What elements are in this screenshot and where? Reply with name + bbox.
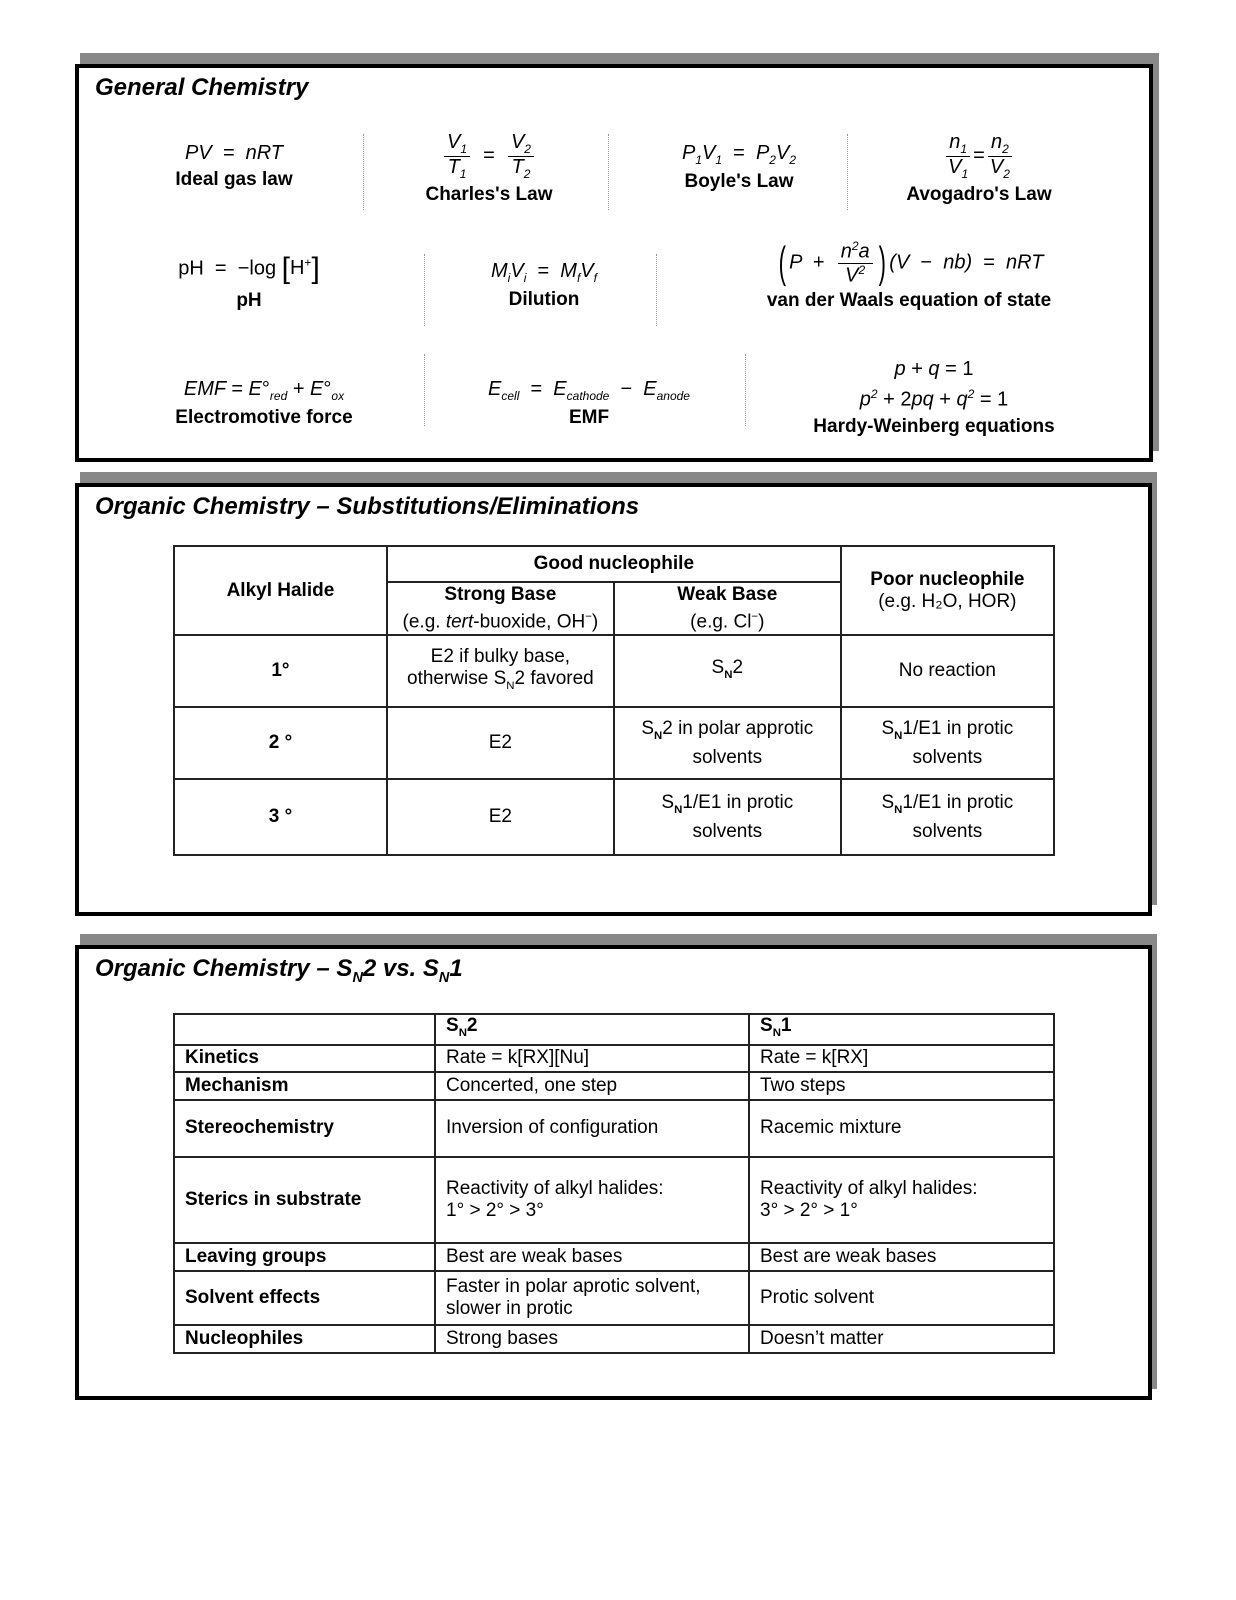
cell-weak: $S_N1/E1$ in protic solvents <box>614 779 841 855</box>
formula-avogadro <box>889 132 1069 206</box>
substitution-table <box>173 545 1055 856</box>
formula-text: $P_1V_1 = P_2V_2$ <box>681 142 797 167</box>
table-row <box>174 1243 1054 1271</box>
text: (e.g. Cl <box>690 611 752 633</box>
header-strong-base <box>387 582 614 635</box>
formula-van-der-waals <box>749 240 1069 312</box>
text: Reactivity of alkyl halides: <box>446 1177 664 1199</box>
section-title: General Chemistry <box>95 74 309 101</box>
formula-label: Ideal gas law <box>175 169 293 190</box>
formula-label: Boyle's Law <box>684 171 794 192</box>
text: -buoxide, OH <box>473 611 586 633</box>
header-good-nucleophile: Good nucleophile <box>387 546 841 582</box>
header-weak-label: Weak Base <box>677 584 778 605</box>
text: 2 favored <box>514 667 594 689</box>
table-row <box>174 1157 1054 1243</box>
text: 2 <box>732 656 744 678</box>
formula-boyle <box>664 142 814 193</box>
text: 2 in polar approtic <box>662 717 814 739</box>
text: 1° > 2° > 3° <box>446 1199 544 1221</box>
divider <box>424 354 425 426</box>
header-strong-label: Strong Base <box>444 584 557 605</box>
header-alkyl-halide: Alkyl Halide <box>174 546 387 635</box>
divider <box>608 134 609 210</box>
formula-charles <box>414 132 564 206</box>
row-label: Solvent effects <box>174 1271 435 1325</box>
cell-sn2 <box>435 1271 749 1325</box>
formula-text: $\frac{V_1}{T_1}$ = $\frac{V_2}{T_2}$ <box>414 132 564 180</box>
formula-text: pH = −log [H+] <box>178 252 320 285</box>
section-title: Organic Chemistry – Substitutions/Eliminations <box>95 493 640 520</box>
table-row <box>174 1271 1054 1325</box>
text: (e.g. <box>402 611 446 633</box>
text: Reactivity of alkyl halides: <box>760 1177 978 1199</box>
formula-dilution <box>464 260 624 311</box>
text: Organic Chemistry – S <box>95 955 353 982</box>
cell-poor: $S_N1/E1$ in protic solvents <box>841 779 1054 855</box>
row-label: Sterics in substrate <box>174 1157 435 1243</box>
header-strong-example: (e.g. tert-buoxide, OH−) <box>402 611 599 633</box>
cell-sn2: Inversion of configuration <box>435 1100 749 1157</box>
cell-weak: $S_N2$ in polar approtic solvents <box>614 707 841 779</box>
cell-sn2: Concerted, one step <box>435 1072 749 1100</box>
row-label: Kinetics <box>174 1045 435 1072</box>
text: solvents <box>912 746 983 768</box>
formula-ph <box>164 252 334 312</box>
formula-label: van der Waals equation of state <box>766 290 1052 312</box>
formula-text: EMF = $E^\circ_{red} + E^\circ_{ox}$ <box>183 378 345 403</box>
row-label: Mechanism <box>174 1072 435 1100</box>
cell-weak: $S_N2$ <box>614 635 841 707</box>
formula-label: pH <box>236 290 262 311</box>
row-halide: 1° <box>174 635 387 707</box>
cell-sn1 <box>749 1157 1054 1243</box>
cell-sn1: Racemic mixture <box>749 1100 1054 1157</box>
formula-emf-sum <box>169 378 359 429</box>
text: otherwise S <box>407 667 507 689</box>
cell-sn1: Rate = k[RX] <box>749 1045 1054 1072</box>
cell-strong <box>387 635 614 707</box>
row-halide: 3 ° <box>174 779 387 855</box>
table-row <box>174 1325 1054 1353</box>
formula-label: Dilution <box>508 289 580 310</box>
header-sn2: $S_N2$ <box>435 1014 749 1045</box>
formula-text: PV = nRT <box>184 142 283 164</box>
table-row <box>174 1045 1054 1072</box>
divider <box>656 254 657 326</box>
text: 1/E1 in protic <box>902 717 1014 739</box>
cell-sn2: Best are weak bases <box>435 1243 749 1271</box>
header-weak-base <box>614 582 841 635</box>
text: solvents <box>912 820 983 842</box>
section-title: Organic Chemistry – $S_N2$ vs. $S_N1$ <box>95 955 463 986</box>
header-poor-example: (e.g. H₂O, HOR) <box>878 590 1017 612</box>
divider <box>363 134 364 210</box>
divider <box>847 134 848 210</box>
cell-poor: $S_N1/E1$ in protic solvents <box>841 707 1054 779</box>
text: 1 <box>449 955 463 982</box>
text: E2 if bulky base, <box>430 645 571 667</box>
formula-label: Electromotive force <box>175 407 353 428</box>
header-sn1: $S_N1$ <box>749 1014 1054 1045</box>
table-row <box>174 635 1054 707</box>
text: 1 <box>780 1015 792 1036</box>
formula-text: $M_iV_i = M_fV_f$ <box>491 260 597 285</box>
cell-sn1: Two steps <box>749 1072 1054 1100</box>
text: solvents <box>692 820 763 842</box>
text: 3° > 2° > 1° <box>760 1199 858 1221</box>
cell-sn1: Best are weak bases <box>749 1243 1054 1271</box>
table-row <box>174 1100 1054 1157</box>
cell-sn2: Strong bases <box>435 1325 749 1353</box>
header-weak-example: (e.g. Cl−) <box>690 611 765 633</box>
text: slower in protic <box>446 1297 573 1319</box>
row-label: Nucleophiles <box>174 1325 435 1353</box>
divider <box>424 254 425 326</box>
text: 1/E1 in protic <box>902 791 1014 813</box>
header-poor-nucleophile <box>841 546 1054 635</box>
formula-label: Avogadro's Law <box>906 184 1052 206</box>
formula-label: Charles's Law <box>425 184 553 206</box>
text: 1/E1 in protic <box>682 791 794 813</box>
cell-sn2: Rate = k[RX][Nu] <box>435 1045 749 1072</box>
formula-text: ( P + $\frac{n^2a}{V^2}$ ) (V − nb) = nRT <box>778 238 1044 288</box>
row-label: Stereochemistry <box>174 1100 435 1157</box>
formula-label: Hardy-Weinberg equations <box>813 415 1055 437</box>
cell-strong: E2 <box>387 779 614 855</box>
formula-ideal-gas <box>159 142 309 191</box>
cell-sn1: Doesn’t matter <box>749 1325 1054 1353</box>
text: solvents <box>692 746 763 768</box>
table-row <box>174 779 1054 855</box>
text: Faster in polar aprotic solvent, <box>446 1275 701 1297</box>
header-empty <box>174 1014 435 1045</box>
formula-label: EMF <box>568 407 610 428</box>
text: 2 vs. S <box>362 955 439 982</box>
cell-poor: No reaction <box>841 635 1054 707</box>
table-row <box>174 1072 1054 1100</box>
formula-text: $E_{cell} = E_{cathode} - E_{anode}$ <box>488 378 690 403</box>
text: 2 <box>466 1015 478 1036</box>
formula-text: $\frac{n_1}{V_1}$ = $\frac{n_2}{V_2}$ <box>948 131 1010 181</box>
text: otherwise $S_N2$ favored <box>407 667 594 692</box>
formula-hardy-weinberg <box>799 358 1069 438</box>
row-label: Leaving groups <box>174 1243 435 1271</box>
formula-text: p + q = 1 <box>894 358 974 380</box>
formula-ecell <box>479 378 699 429</box>
divider <box>745 354 746 426</box>
cell-strong: E2 <box>387 707 614 779</box>
table-row <box>174 707 1054 779</box>
formula-text: $p^2 + 2pq + q^2 = 1$ <box>859 387 1009 411</box>
cell-sn2 <box>435 1157 749 1243</box>
general-chemistry-panel <box>75 64 1153 462</box>
text: tert <box>445 611 474 633</box>
row-halide: 2 ° <box>174 707 387 779</box>
sn2-sn1-table <box>173 1013 1055 1354</box>
header-poor-label: Poor nucleophile <box>870 568 1025 590</box>
cell-sn1: Protic solvent <box>749 1271 1054 1325</box>
